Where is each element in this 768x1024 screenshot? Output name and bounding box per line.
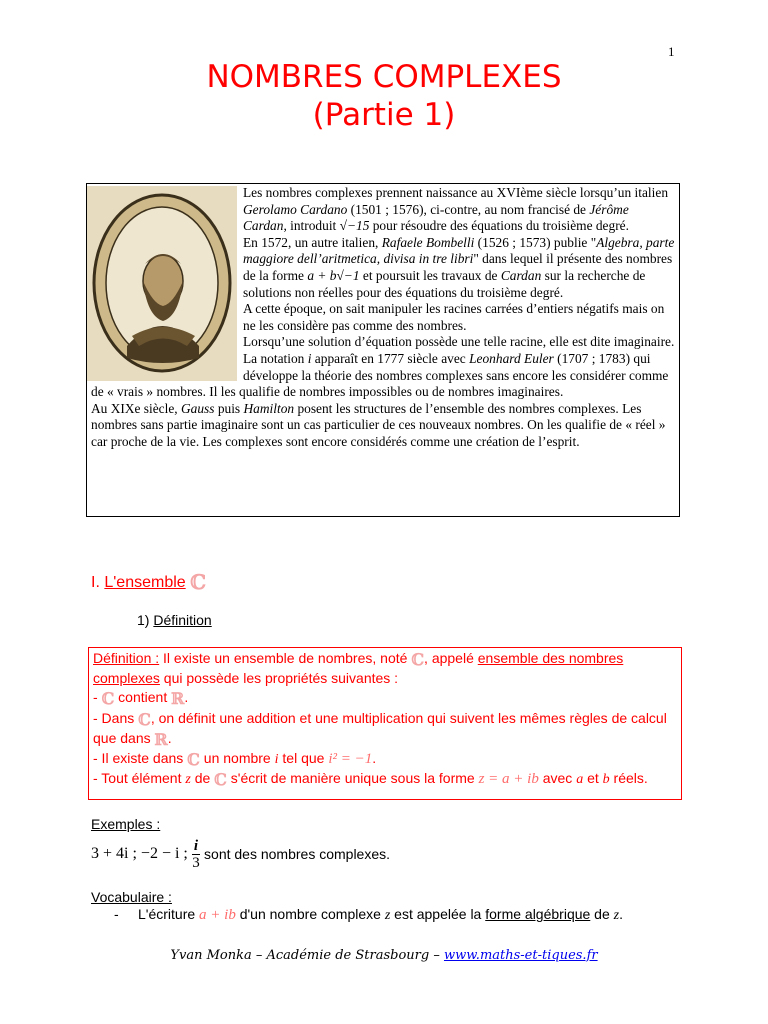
history-paragraph-6 bbox=[91, 401, 675, 451]
real-set-icon: ℝ bbox=[171, 689, 185, 709]
history-name: Jérôme Cardan bbox=[243, 201, 629, 234]
history-text: La notation bbox=[243, 350, 308, 366]
complex-set-icon: ℂ bbox=[101, 689, 115, 709]
algebraic-form-formula: z = a + ib bbox=[478, 771, 539, 788]
definition-text: Il existe un ensemble de nombres, noté bbox=[159, 650, 412, 666]
definition-text: un nombre bbox=[199, 750, 275, 767]
history-book-title: Algebra, parte maggiore dell’aritmetica, divisa in tre libri bbox=[243, 234, 675, 267]
definition-text: - Tout élément bbox=[93, 770, 186, 787]
vocabulary-text: L'écriture bbox=[138, 906, 200, 922]
definition-text: - Il existe dans bbox=[93, 750, 188, 767]
history-text: En 1572, un autre italien, bbox=[243, 234, 382, 250]
definition-lead: Définition : bbox=[93, 650, 160, 666]
history-text: posent les structures de l’ensemble des nombres complexes. Les nombres sans partie imaginaire sont un cas particulier de ces nouveaux nombres. On les qualifie de « réel » car proche de la vie. Les complexes sont encore considérés comme une création de l’esprit. bbox=[91, 400, 666, 449]
history-name: Gerolamo Cardano bbox=[243, 201, 348, 217]
portrait-engraving-icon bbox=[87, 186, 237, 381]
history-name: Hamilton bbox=[243, 400, 295, 416]
vocabulary-text: . bbox=[619, 906, 623, 922]
history-text: Les nombres complexes prennent naissance au XVIème siècle lorsqu’un italien bbox=[243, 185, 669, 200]
vocabulary-text: d'un nombre complexe bbox=[235, 906, 385, 922]
definition-math-i: i bbox=[274, 752, 279, 768]
page-title-line2: (Partie 1) bbox=[312, 97, 456, 133]
vocabulary-text: de bbox=[590, 906, 614, 922]
definition-property-2 bbox=[93, 709, 677, 749]
definition-text: . bbox=[184, 689, 189, 706]
fraction-i-over-3 bbox=[192, 838, 200, 871]
page-title-line1: NOMBRES COMPLEXES bbox=[206, 59, 562, 95]
history-paragraph-3: A cette époque, on sait manipuler les racines carrées d’entiers négatifs mais on ne les considère pas comme des nombres. bbox=[243, 301, 665, 333]
history-text: , introduit bbox=[283, 218, 340, 234]
complex-set-icon: ℂ bbox=[411, 650, 425, 669]
complex-set-icon: ℂ bbox=[138, 709, 151, 729]
bombelli-form-formula: a + b√−1 bbox=[307, 267, 360, 283]
section-number: I. bbox=[91, 574, 100, 591]
history-paragraph-4: Lorsqu’une solution d’équation possède une telle racine, elle est dite imaginaire. bbox=[243, 334, 675, 350]
history-text: pour résoudre des équations du troisième degré. bbox=[369, 218, 629, 234]
definition-text: qui possède les propriétés suivantes : bbox=[159, 670, 399, 687]
examples-title: Exemples : bbox=[91, 816, 161, 832]
list-dash: - bbox=[114, 906, 119, 922]
subsection-heading bbox=[137, 612, 212, 628]
definition-text: . bbox=[167, 729, 172, 746]
definition-math-b: b bbox=[602, 772, 610, 788]
vocabulary-item bbox=[114, 906, 623, 924]
history-text: (1707 ; 1783) qui développe la théorie des nombres complexes sans encore les considérer comme de « vrais » nombres. Il les qualifie de nombres impossibles ou de nombres imaginaires. bbox=[91, 350, 669, 400]
examples-text: sont des nombres complexes. bbox=[204, 846, 391, 862]
definition-property-1 bbox=[93, 688, 677, 708]
definition-text: . bbox=[372, 750, 377, 767]
history-text: sur la recherche de solutions non réelles pour des équations du troisième degré. bbox=[243, 267, 646, 300]
definition-text: contient bbox=[114, 689, 172, 706]
definition-text: , on définit une addition et une multiplication qui suivent les mêmes règles de calcul que dans bbox=[93, 709, 667, 746]
definition-math-a: a bbox=[576, 772, 584, 788]
vocabulary-text: est appelée la bbox=[390, 906, 486, 922]
subsection-label: Définition bbox=[153, 612, 212, 628]
vocabulary-math-z: z bbox=[384, 908, 391, 923]
definition-text: - bbox=[93, 689, 102, 706]
history-text: (1501 ; 1576), ci-contre, au nom francisé de bbox=[347, 201, 590, 217]
history-text: apparaît en 1777 siècle avec bbox=[311, 350, 470, 366]
definition-property-4 bbox=[93, 769, 677, 789]
i-squared-formula: i² = −1 bbox=[328, 751, 373, 768]
history-text: (1526 ; 1573) publie " bbox=[474, 234, 597, 250]
algebraic-form-formula: a + ib bbox=[199, 907, 236, 923]
page-number: 1 bbox=[668, 44, 675, 59]
complex-set-icon: ℂ bbox=[187, 750, 200, 770]
vocabulary-term: forme algébrique bbox=[485, 906, 591, 922]
history-text: Au XIXe siècle, bbox=[91, 400, 181, 416]
definition-text: s'écrit de manière unique sous la forme bbox=[226, 770, 479, 787]
definition-text: - Dans bbox=[93, 709, 139, 726]
definition-text: et bbox=[583, 770, 603, 787]
footer-website-link[interactable]: www.maths-et-tiques.fr bbox=[443, 948, 598, 963]
page-footer bbox=[0, 948, 768, 963]
section-label: L'ensemble bbox=[104, 574, 186, 591]
definition-property-3 bbox=[93, 749, 677, 769]
fraction-numerator: i bbox=[193, 837, 199, 854]
history-name: Gauss bbox=[180, 400, 215, 416]
vocabulary-math-z: z bbox=[613, 908, 620, 923]
examples-line bbox=[91, 834, 390, 874]
examples-formula: 3 + 4i ; −2 − i ; bbox=[91, 845, 188, 862]
history-name: Rafaele Bombelli bbox=[381, 234, 475, 250]
definition-text: de bbox=[190, 770, 215, 787]
fraction-denominator: 3 bbox=[192, 854, 200, 871]
footer-author: Yvan Monka – Académie de Strasbourg – bbox=[170, 948, 444, 963]
definition-intro bbox=[93, 649, 677, 688]
sqrt-minus-15-formula: √−15 bbox=[339, 218, 370, 234]
vocabulary-title: Vocabulaire : bbox=[91, 889, 172, 905]
definition-text: avec bbox=[538, 770, 577, 787]
subsection-number: 1) bbox=[137, 612, 150, 628]
history-name: Cardan bbox=[500, 267, 542, 283]
definition-math-z: z bbox=[185, 772, 191, 788]
complex-set-icon: ℂ bbox=[190, 570, 207, 594]
history-text: " dans lequel il présente des nombres de la forme bbox=[243, 251, 673, 283]
complex-set-icon: ℂ bbox=[214, 770, 227, 790]
history-math-i: i bbox=[307, 350, 312, 366]
real-set-icon: ℝ bbox=[154, 729, 168, 749]
history-text: puis bbox=[214, 400, 244, 416]
definition-term: ensemble des nombres complexes bbox=[93, 650, 624, 687]
definition-text: réels. bbox=[609, 770, 648, 787]
section-heading bbox=[91, 570, 206, 594]
history-box bbox=[86, 183, 680, 517]
definition-box bbox=[88, 647, 682, 800]
definition-text: , appelé bbox=[424, 650, 478, 666]
definition-text: tel que bbox=[278, 750, 329, 767]
page-title bbox=[0, 58, 768, 134]
history-text: et poursuit les travaux de bbox=[359, 267, 501, 283]
history-name: Leonhard Euler bbox=[469, 350, 554, 366]
